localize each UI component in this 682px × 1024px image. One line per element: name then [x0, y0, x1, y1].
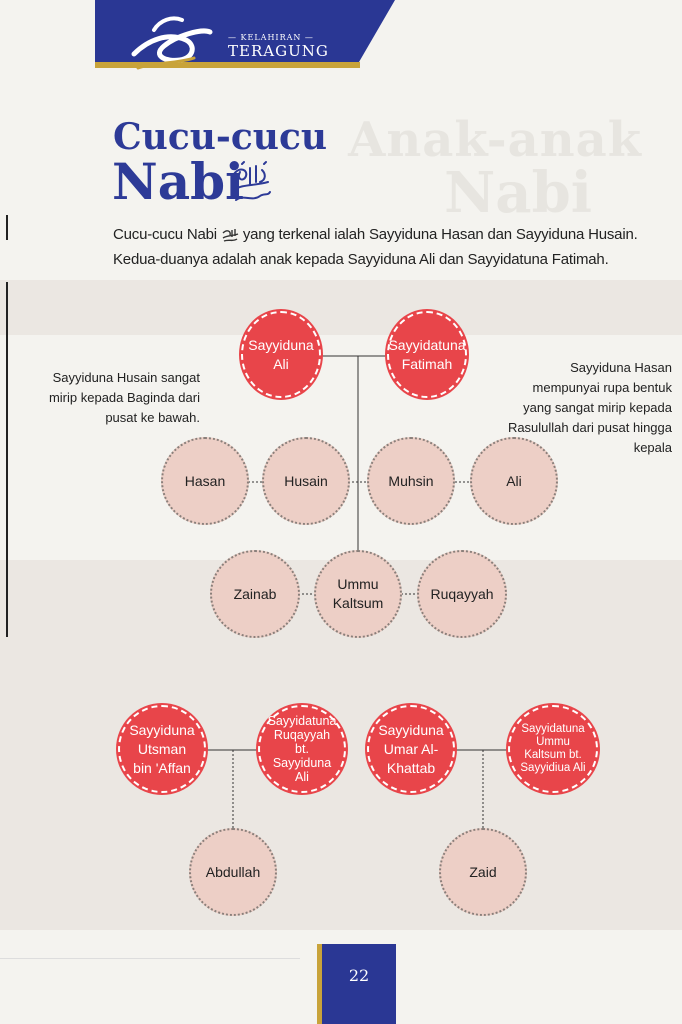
header-series-small: — KELAHIRAN — [228, 33, 314, 42]
node-husain: Husain [262, 437, 350, 525]
header-series-title: TERAGUNG [228, 42, 329, 60]
node-umar: Sayyiduna Umar Al-Khattab [367, 705, 455, 793]
page-title-line1: Cucu-cucu [113, 116, 328, 158]
page-number: 22 [348, 966, 370, 985]
node-hasan: Hasan [161, 437, 249, 525]
node-ummu-kaltsum-bt-ali: Sayyidatuna Ummu Kaltsum bt. Sayyidiua Ali [508, 705, 598, 793]
node-abdullah: Abdullah [189, 828, 277, 916]
show-through-heading: Anak-anak [348, 112, 642, 168]
node-ruqayyah-bt-ali: Sayyidatuna Ruqayyah bt. Sayyiduna Ali [258, 705, 346, 793]
node-sayyidatuna-fatimah: Sayyidatuna Fatimah [387, 311, 467, 398]
note-husain: Sayyiduna Husain sangat mirip kepada Baginda dari pusat ke bawah. [48, 370, 200, 425]
intro-text-start: Cucu-cucu Nabi [113, 226, 217, 243]
page-title-line2: Nabi [112, 152, 245, 211]
node-sayyiduna-ali: Sayyiduna Ali [241, 311, 321, 398]
footer-rule [0, 958, 300, 959]
show-through-heading-2: Nabi [444, 160, 592, 226]
node-ummu-kaltsum: Ummu Kaltsum [314, 550, 402, 638]
node-utsman: Sayyiduna Utsman bin 'Affan [118, 705, 206, 793]
intro-text-rest: yang terkenal ialah Sayyiduna Hasan dan Sayyiduna Husain. Kedua-duanya adalah anak kepada Sayyiduna Ali dan Sayyidatuna Fatimah. [113, 226, 638, 268]
node-zaid: Zaid [439, 828, 527, 916]
node-ruqayyah: Ruqayyah [417, 550, 507, 638]
node-ali: Ali [470, 437, 558, 525]
node-zainab: Zainab [210, 550, 300, 638]
note-hasan: Sayyiduna Hasan mempunyai rupa bentuk yang sangat mirip kepada Rasulullah dari pusat hingga kepala [507, 360, 672, 455]
node-muhsin: Muhsin [367, 437, 455, 525]
